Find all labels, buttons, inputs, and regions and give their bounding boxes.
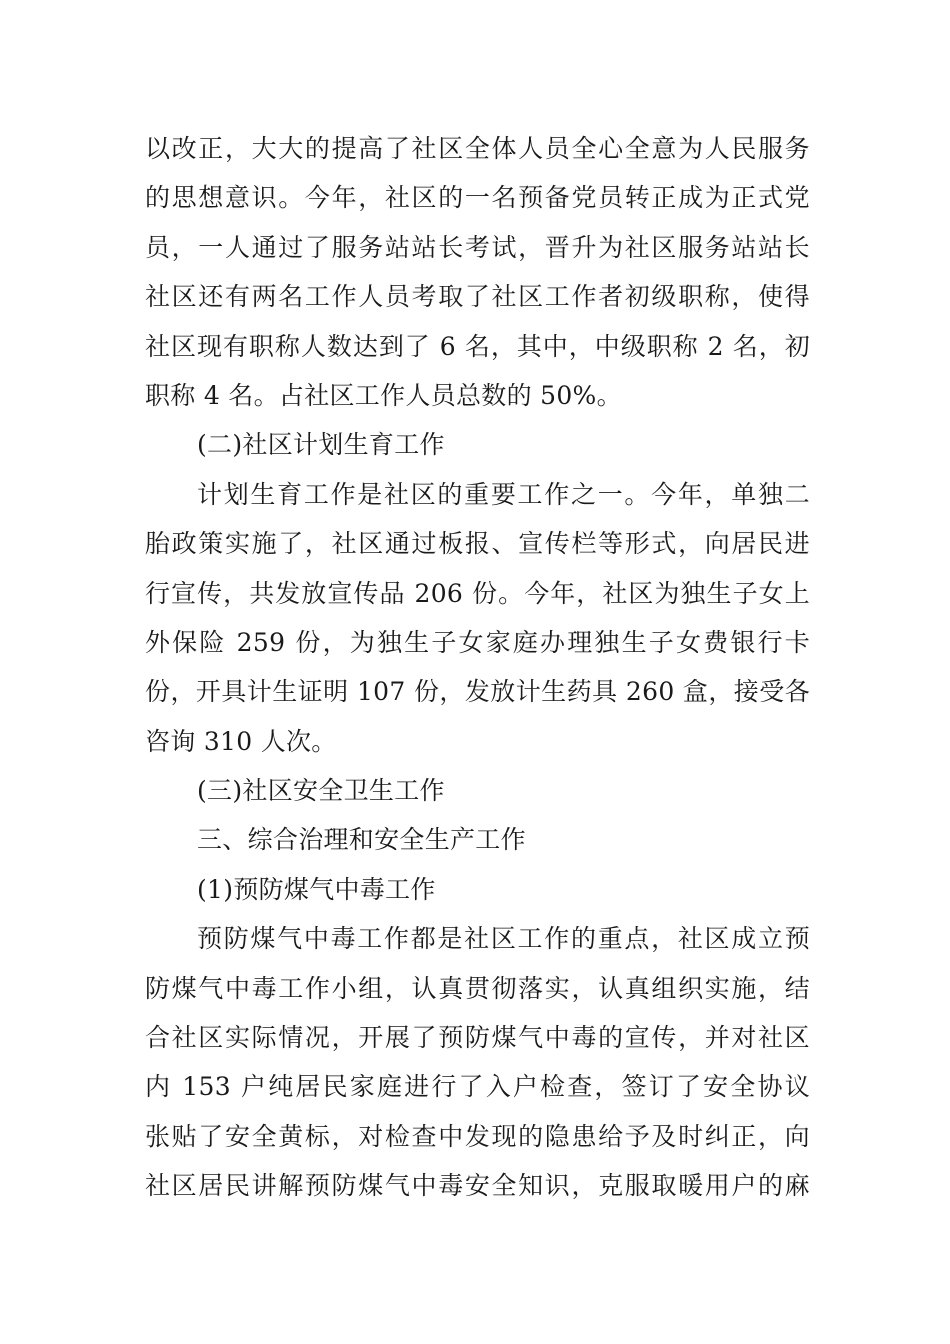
paragraph-first-line: 预防煤气中毒工作都是社区工作的重点，社区成立预 <box>197 924 810 954</box>
body-line: 合社区实际情况，开展了预防煤气中毒的宣传，并对社区 <box>145 1023 810 1053</box>
body-line: 外保险 259 份，为独生子女家庭办理独生子女费银行卡 <box>145 627 810 657</box>
body-line: 胎政策实施了，社区通过板报、宣传栏等形式，向居民进 <box>145 529 810 559</box>
section-heading: (三)社区安全卫生工作 <box>197 776 445 806</box>
body-line: 的思想意识。今年，社区的一名预备党员转正成为正式党 <box>145 183 810 213</box>
body-line: 以改正，大大的提高了社区全体人员全心全意为人民服务 <box>145 134 810 163</box>
body-line: 社区居民讲解预防煤气中毒安全知识，克服取暖用户的麻 <box>145 1171 810 1201</box>
document-body <box>145 124 810 1211</box>
body-line: 行宣传，共发放宣传品 206 份。今年，社区为独生子女上 <box>145 578 810 608</box>
section-heading: (1)预防煤气中毒工作 <box>197 874 436 904</box>
body-line: 张贴了安全黄标，对检查中发现的隐患给予及时纠正，向 <box>145 1121 810 1151</box>
paragraph-first-line: 计划生育工作是社区的重要工作之一。今年，单独二 <box>197 479 810 509</box>
section-heading: (二)社区计划生育工作 <box>197 430 445 460</box>
body-line: 内 153 户纯居民家庭进行了入户检查，签订了安全协议 <box>145 1072 810 1102</box>
body-line: 社区还有两名工作人员考取了社区工作者初级职称，使得 <box>145 282 810 312</box>
body-line: 份，开具计生证明 107 份，发放计生药具 260 盒，接受各 <box>145 677 810 707</box>
body-line: 员，一人通过了服务站站长考试，晋升为社区服务站站长 <box>145 232 810 262</box>
body-line: 防煤气中毒工作小组，认真贯彻落实，认真组织实施，结 <box>145 973 810 1003</box>
body-line: 职称 4 名。占社区工作人员总数的 50%。 <box>145 380 622 410</box>
body-line: 社区现有职称人数达到了 6 名，其中，中级职称 2 名，初 <box>145 331 810 361</box>
body-line: 咨询 310 人次。 <box>145 726 337 756</box>
section-heading: 三、综合治理和安全生产工作 <box>197 825 526 855</box>
